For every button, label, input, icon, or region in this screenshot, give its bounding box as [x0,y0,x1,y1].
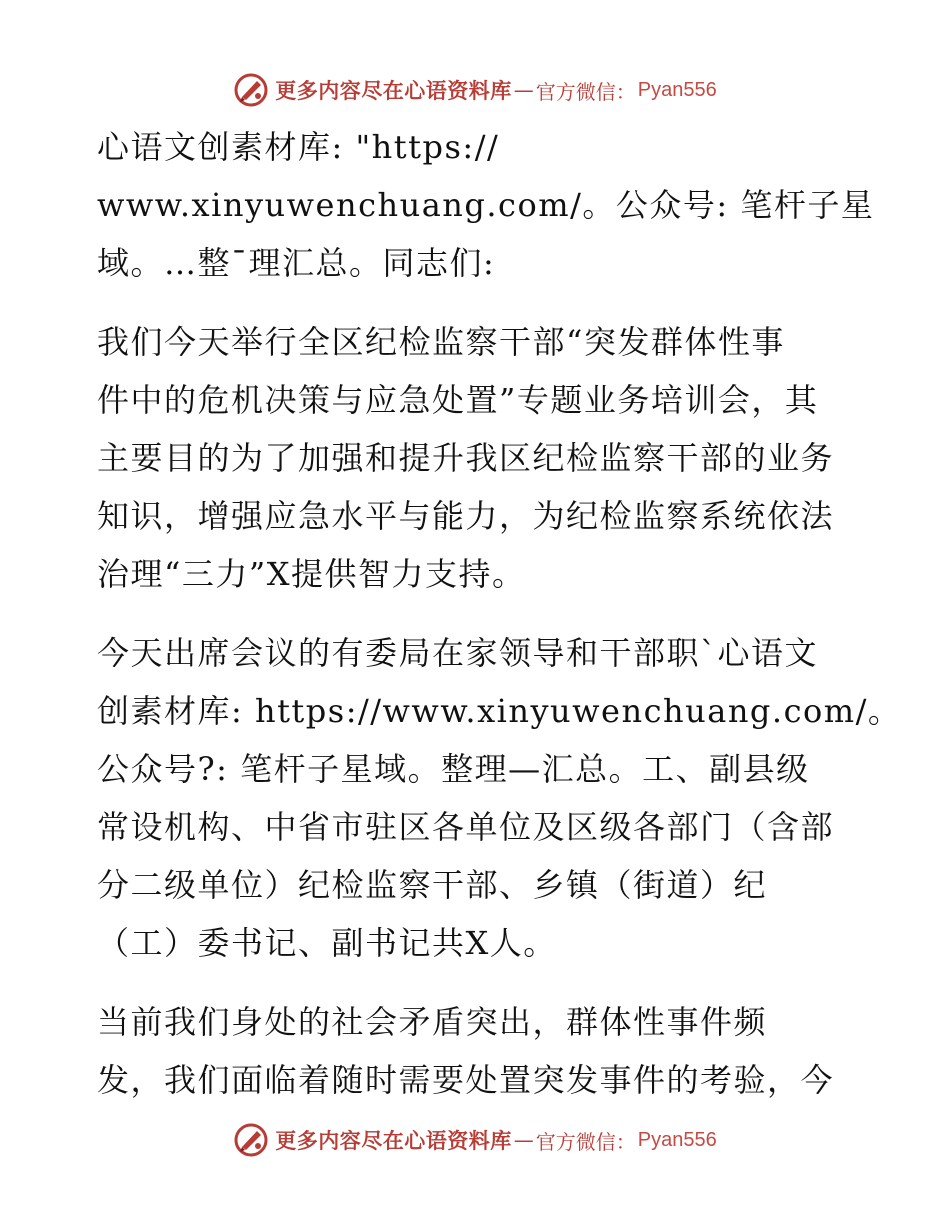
text-line: 发，我们面临着随时需要处置突发事件的考验，今 [97,1061,835,1099]
paragraph [97,624,902,972]
banner-main-text: 更多内容尽在心语资料库 [275,78,512,103]
paragraph [97,313,857,603]
text-line: 我们今天举行全区纪检监察干部“突发群体性事 [97,323,785,361]
paragraph [97,118,875,292]
banner-main-text: 更多内容尽在心语资料库 [275,1128,512,1153]
text-line: 常设机构、中省市驻区各单位及区级各部门（含部 [97,808,835,846]
text-line: 件中的危机决策与应急处置”专题业务培训会，其 [97,381,819,419]
header-banner [0,70,950,110]
text-line: 今天出席会议的有委局在家领导和干部职ˋ心语文 [97,634,819,672]
banner-official-label: 官方微信： [535,79,636,104]
text-line: 治理“三力”X提供智力支持。 [97,555,526,593]
text-line: 主要目的为了加强和提升我区纪检监察干部的业务 [97,439,835,477]
pen-logo-icon [233,72,269,108]
text-line: 公众号?: 笔杆子星域。整理—汇总。工、副县级 [97,750,810,788]
text-line: 当前我们身处的社会矛盾突出，群体性事件频 [97,1003,768,1041]
text-line: 域。…整¯理汇总。同志们: [97,244,496,282]
text-line: 分二级单位）纪检监察干部、乡镇（街道）纪 [97,866,768,904]
text-line: 知识，增强应急水平与能力，为纪检监察系统依法 [97,497,835,535]
banner-wechat-id: Pyan556 [637,78,717,101]
banner-official-label: 官方微信： [535,1129,636,1154]
paragraph [97,993,857,1109]
banner-separator: — [513,78,534,102]
banner-separator: — [513,1128,534,1152]
text-line: （工）委书记、副书记共X人。 [97,924,557,962]
text-line: 创素材库: https://www.xinyuwenchuang.com/。 [97,692,902,730]
footer-banner [0,1120,950,1160]
text-line: www.xinyuwenchuang.com/。公众号: 笔杆子星 [97,186,875,224]
banner-wechat-id: Pyan556 [637,1128,717,1151]
pen-logo-icon [233,1122,269,1158]
document-body [97,118,902,1130]
text-line: 心语文创素材库: "https:// [97,128,500,166]
